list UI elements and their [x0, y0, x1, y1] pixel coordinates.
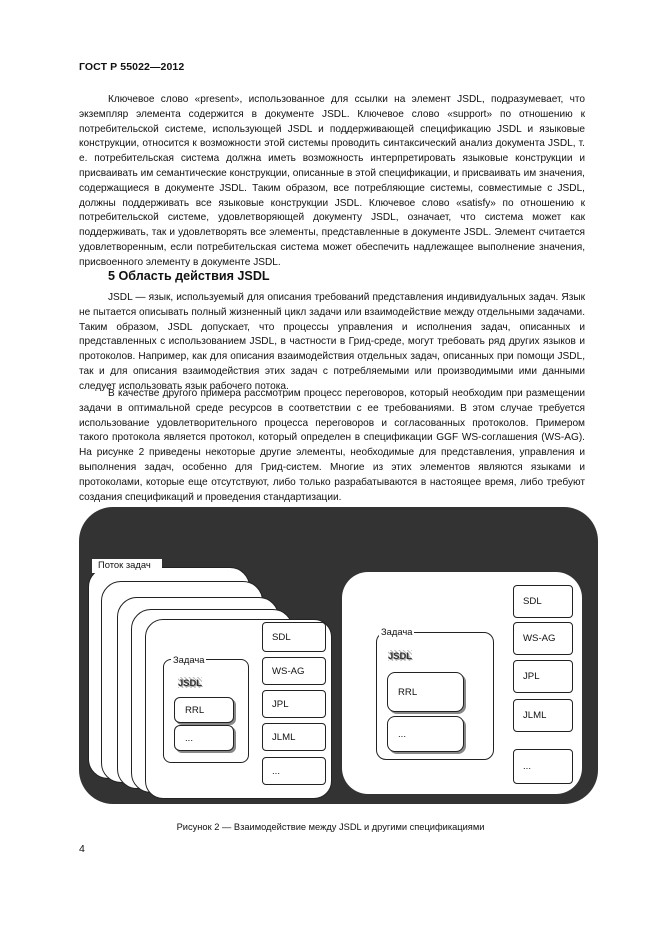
section-title: 5 Область действия JSDL [108, 269, 270, 283]
spec-wsag-right [513, 622, 573, 655]
task-label-left: Задача [173, 654, 205, 665]
paragraph-scope: JSDL — язык, используемый для описания требований представления индивидуальных задач. Язык не пытается описывать полный жизненный цикл задачи или взаимодействие между отдельными задачами. Таким образом, JSDL допускает, что процессы управления и исполнения задач, описанных и представленных с использованием JSDL, в частности в Грид-среде, могут требовать ряд других языков и протоколов. Например, как для описания взаимодействия отдельных задач, описанных при помощи JSDL, так и для описания взаимодействия этих задач с потребляемыми или производимыми ими данными следует использовать язык рабочего потока. [79, 292, 585, 392]
document-header: ГОСТ Р 55022—2012 [79, 61, 185, 73]
jsdl-label-left: JSDL [178, 677, 202, 688]
spec-ellipsis-right-label: ... [523, 761, 531, 772]
ellipsis-box-left [174, 725, 234, 751]
spec-jpl-right [513, 660, 573, 693]
spec-jlml-left-label: JLML [272, 731, 296, 743]
spec-wsag-left-label: WS-AG [272, 665, 305, 677]
rrl-label-right: RRL [398, 686, 418, 698]
spec-jpl-left-label: JPL [272, 698, 289, 710]
spec-sdl-right-label: SDL [523, 596, 542, 607]
spec-jpl-right-label: JPL [523, 671, 540, 682]
rrl-label-left: RRL [185, 704, 205, 716]
spec-ellipsis-left-label: ... [272, 765, 280, 777]
figure-jsdl-interaction [79, 507, 598, 804]
task-label-right: Задача [381, 626, 413, 637]
spec-jlml-left [262, 723, 326, 751]
spec-ellipsis-left [262, 757, 326, 785]
spec-jlml-right-label: JLML [523, 710, 547, 721]
paragraph-keywords: Ключевое слово «present», использованное для ссылки на элемент JSDL, подразумевает, что экземпляр элемента содержится в документе JSDL. Ключевое слово «support» по отношению к потребительской системе, использующей JSDL и поддерживающей спецификацию JSDL и языковые конструкции, относится к возможности этой системы проводить синтаксический анализ документа JSDL, т. е. потребительская система должна иметь возможность интерпретировать языковые конструкции и присваивать им семантические конструкции, описанные в этой спецификации, и присваивать им значения, содержащиеся в документе JSDL. Таким образом, все потребляющие системы, совместимые с JSDL, должны поддерживать все языковые конструкции JSDL. Ключевое слово «satisfy» по отношению к потребительской системе, удовлетворяющей документу JSDL, означает, что система может как поддерживать, так и удовлетворять все элементы, представленные в документе JSDL. Элемент считается удовлетворенным, если потребительская система может обеспечить надлежащее выполнение значения, присвоенного элементу в документе JSDL. [79, 94, 585, 268]
spec-wsag-left [262, 657, 326, 685]
spec-sdl-right [513, 585, 573, 618]
rrl-box-left [174, 697, 234, 723]
spec-jpl-left [262, 690, 326, 718]
rrl-box-right [387, 672, 464, 712]
workflow-label: Поток задач [98, 559, 151, 570]
spec-sdl-left [262, 622, 326, 652]
paragraph-negotiation: В качестве другого примера рассмотрим процесс переговоров, который необходим при размещении задачи в оптимальной среде ресурсов в соответствии с ее требованиями. В этом случае требуется использование удовлетворительного процесса переговоров и согласованных протоколов. Примером такого протокола является протокол, который определен в спецификации GGF WS-соглашения (WS-AG). На рисунке 2 приведены некоторые другие элементы, необходимые для представления, управления и выполнения задач, особенно для Грид-систем. Многие из этих элементов являются языками и протоколами, которые еще отсутствуют, либо только разрабатываются в настоящее время, либо требуют создания спецификаций и проведения стандартизации. [79, 388, 585, 503]
spec-jlml-right [513, 699, 573, 732]
spec-sdl-left-label: SDL [272, 631, 291, 643]
ellipsis-label-right: ... [398, 728, 406, 740]
spec-wsag-right-label: WS-AG [523, 633, 556, 644]
page-number: 4 [79, 843, 85, 855]
jsdl-label-right: JSDL [388, 650, 412, 661]
spec-ellipsis-right [513, 749, 573, 784]
ellipsis-label-left: ... [185, 732, 193, 744]
ellipsis-box-right [387, 716, 464, 752]
figure-caption: Рисунок 2 — Взаимодействие между JSDL и другими спецификациями [176, 822, 485, 832]
